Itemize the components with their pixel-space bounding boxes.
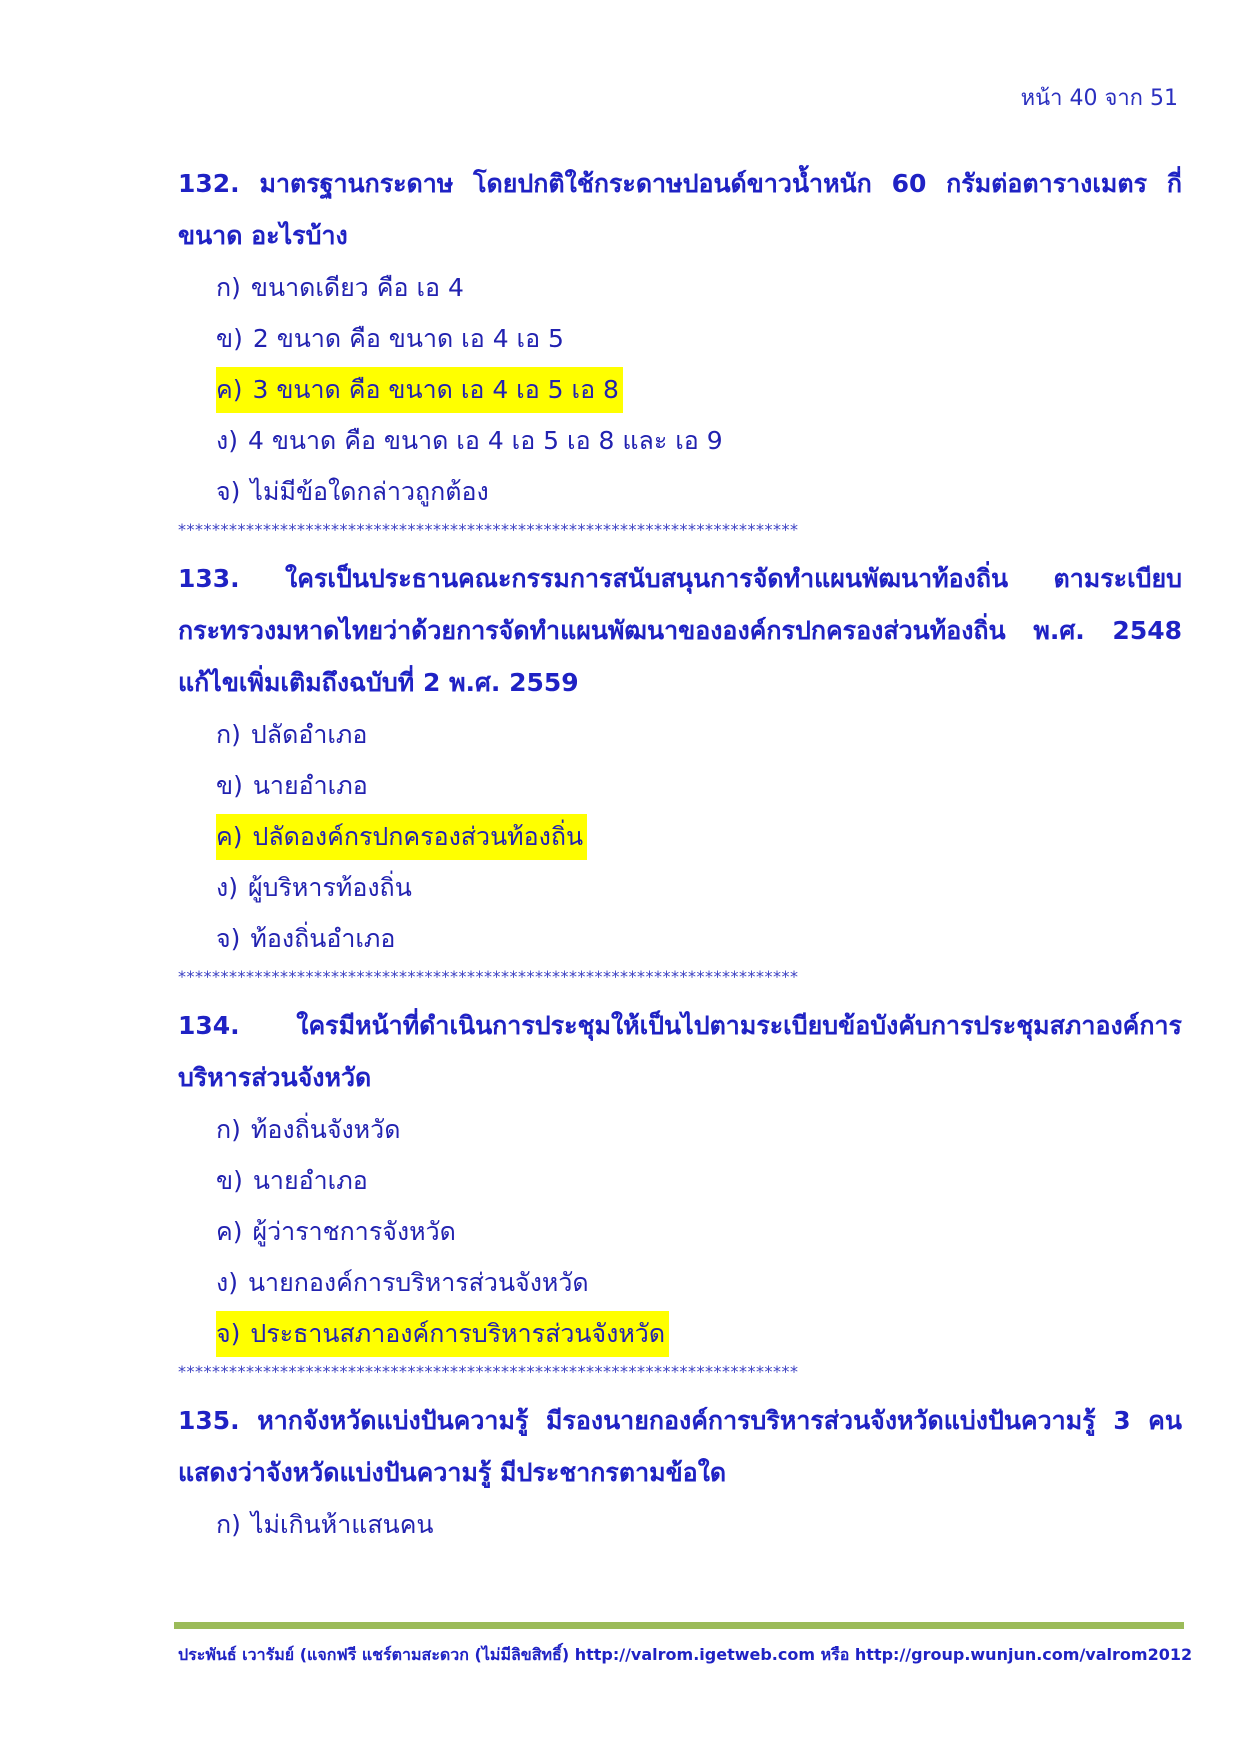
option-text: ผู้ว่าราชการจังหวัด bbox=[252, 1217, 456, 1246]
option-letter: ก) bbox=[216, 273, 241, 302]
separator: ************************************************************************* bbox=[178, 1362, 799, 1381]
option-letter: ง) bbox=[216, 1268, 238, 1297]
option-text: 4 ขนาด คือ ขนาด เอ 4 เอ 5 เอ 8 และ เอ 9 bbox=[247, 426, 723, 455]
option-e bbox=[178, 913, 1182, 964]
page-number: หน้า 40 จาก 51 bbox=[1020, 86, 1178, 111]
separator: ************************************************************************* bbox=[178, 967, 799, 986]
option-e-correct-answer bbox=[178, 1308, 1182, 1359]
option-letter: จ) bbox=[216, 477, 241, 506]
option-a bbox=[178, 709, 1182, 760]
option-letter: ข) bbox=[216, 324, 243, 353]
option-letter: ง) bbox=[216, 426, 238, 455]
option-list bbox=[178, 1499, 1182, 1550]
option-c bbox=[178, 1206, 1182, 1257]
option-letter: ค) bbox=[216, 1217, 243, 1246]
option-text: นายกองค์การบริหารส่วนจังหวัด bbox=[247, 1268, 589, 1297]
option-list bbox=[178, 1104, 1182, 1359]
option-letter: ก) bbox=[216, 1510, 241, 1539]
option-letter: ข) bbox=[216, 1166, 243, 1195]
option-letter: ก) bbox=[216, 1115, 241, 1144]
option-b bbox=[178, 313, 1182, 364]
option-text: ประธานสภาองค์การบริหารส่วนจังหวัด bbox=[250, 1319, 666, 1348]
option-text: ท้องถิ่นอำเภอ bbox=[250, 924, 396, 953]
option-text: ท้องถิ่นจังหวัด bbox=[250, 1115, 401, 1144]
option-letter: ค) bbox=[216, 822, 243, 851]
option-a bbox=[178, 1499, 1182, 1550]
option-text: ปลัดอำเภอ bbox=[250, 720, 368, 749]
option-text: ปลัดองค์กรปกครองส่วนท้องถิ่น bbox=[252, 822, 584, 851]
option-text: ไม่เกินห้าแสนคน bbox=[250, 1510, 434, 1539]
option-d bbox=[178, 415, 1182, 466]
footer-text: ประพันธ์ เวารัมย์ (แจกฟรี แชร์ตามสะดวก (ไม่มีลิขสิทธิ์) http://valrom.igetweb.com หรือ http://group.wunjun.com/valrom2012 bbox=[178, 1645, 1193, 1664]
option-text: ไม่มีข้อใดกล่าวถูกต้อง bbox=[250, 477, 489, 506]
question-132 bbox=[178, 158, 1182, 541]
option-letter: ก) bbox=[216, 720, 241, 749]
option-text: 3 ขนาด คือ ขนาด เอ 4 เอ 5 เอ 8 bbox=[252, 375, 619, 404]
option-letter: จ) bbox=[216, 924, 241, 953]
option-d bbox=[178, 1257, 1182, 1308]
option-text: นายอำเภอ bbox=[252, 1166, 368, 1195]
option-text: ขนาดเดียว คือ เอ 4 bbox=[250, 273, 464, 302]
option-list bbox=[178, 262, 1182, 517]
question-text: 132. มาตรฐานกระดาษ โดยปกติใช้กระดาษปอนด์ขาวน้ำหนัก 60 กรัมต่อตารางเมตร กี่ขนาด อะไรบ้าง bbox=[178, 169, 1182, 250]
option-letter: ง) bbox=[216, 873, 238, 902]
question-135 bbox=[178, 1395, 1182, 1550]
option-text: นายอำเภอ bbox=[252, 771, 368, 800]
option-letter: จ) bbox=[216, 1319, 241, 1348]
option-letter: ค) bbox=[216, 375, 243, 404]
question-133 bbox=[178, 553, 1182, 988]
option-b bbox=[178, 1155, 1182, 1206]
option-d bbox=[178, 862, 1182, 913]
separator: ************************************************************************* bbox=[178, 520, 799, 539]
option-text: ผู้บริหารท้องถิ่น bbox=[247, 873, 412, 902]
question-text: 135. หากจังหวัดแบ่งปันความรู้ มีรองนายกองค์การบริหารส่วนจังหวัดแบ่งปันความรู้ 3 คน แสดงว่าจังหวัดแบ่งปันความรู้ มีประชากรตามข้อใด bbox=[178, 1406, 1182, 1487]
footer-divider bbox=[174, 1622, 1184, 1629]
option-b bbox=[178, 760, 1182, 811]
option-e bbox=[178, 466, 1182, 517]
question-134 bbox=[178, 1000, 1182, 1383]
option-c-correct-answer bbox=[178, 811, 1182, 862]
option-letter: ข) bbox=[216, 771, 243, 800]
option-text: 2 ขนาด คือ ขนาด เอ 4 เอ 5 bbox=[252, 324, 564, 353]
question-text: 134. ใครมีหน้าที่ดำเนินการประชุมให้เป็นไปตามระเบียบข้อบังคับการประชุมสภาองค์การบริหารส่วนจังหวัด bbox=[178, 1011, 1182, 1092]
exam-content bbox=[178, 158, 1182, 1550]
option-a bbox=[178, 1104, 1182, 1155]
option-a bbox=[178, 262, 1182, 313]
option-list bbox=[178, 709, 1182, 964]
option-c-correct-answer bbox=[178, 364, 1182, 415]
question-text: 133. ใครเป็นประธานคณะกรรมการสนับสนุนการจัดทำแผนพัฒนาท้องถิ่น ตามระเบียบกระทรวงมหาดไทยว่าด้วยการจัดทำแผนพัฒนาขององค์กรปกครองส่วนท้องถิ่น พ.ศ. 2548 แก้ไขเพิ่มเติมถึงฉบับที่ 2 พ.ศ. 2559 bbox=[178, 564, 1182, 697]
